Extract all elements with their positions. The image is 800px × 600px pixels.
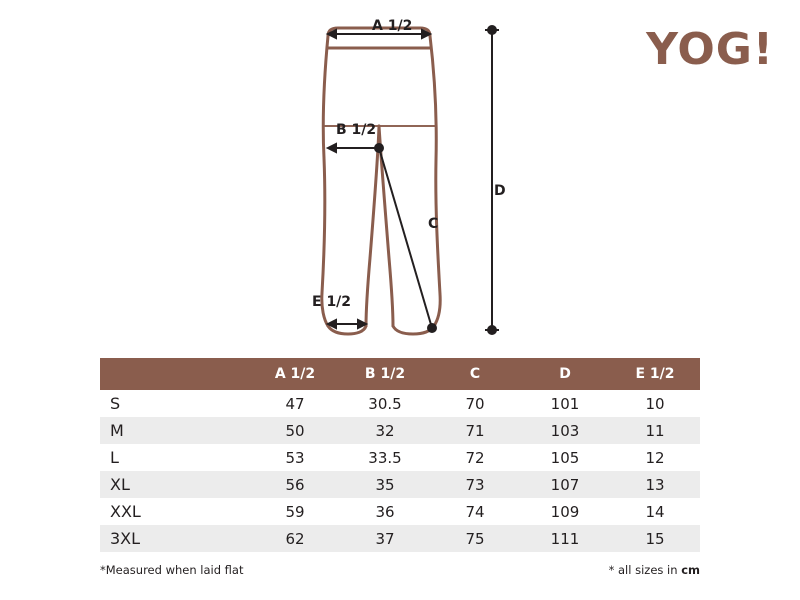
cell-a: 62 — [250, 525, 340, 552]
cell-b: 32 — [340, 417, 430, 444]
cell-d: 109 — [520, 498, 610, 525]
column-header-size — [100, 358, 250, 390]
row-size-label: XL — [100, 471, 250, 498]
cell-c: 72 — [430, 444, 520, 471]
cell-b: 30.5 — [340, 390, 430, 417]
cell-e: 14 — [610, 498, 700, 525]
cell-a: 47 — [250, 390, 340, 417]
cell-e: 15 — [610, 525, 700, 552]
footnote-units-prefix: * all sizes in — [608, 563, 682, 577]
size-table-wrap — [100, 358, 700, 552]
cell-b: 33.5 — [340, 444, 430, 471]
measure-label-d: D — [494, 183, 506, 199]
cell-d: 111 — [520, 525, 610, 552]
cell-b: 35 — [340, 471, 430, 498]
table-row — [100, 498, 700, 525]
measure-label-b: B 1/2 — [336, 122, 377, 138]
cell-d: 107 — [520, 471, 610, 498]
column-header-e: E 1/2 — [610, 358, 700, 390]
measure-label-a: A 1/2 — [372, 18, 413, 34]
cell-a: 53 — [250, 444, 340, 471]
cell-e: 12 — [610, 444, 700, 471]
cell-a: 59 — [250, 498, 340, 525]
footnotes — [100, 563, 700, 577]
measure-label-e: E 1/2 — [312, 294, 352, 310]
cell-a: 50 — [250, 417, 340, 444]
cell-c: 70 — [430, 390, 520, 417]
size-table-head — [100, 358, 700, 390]
cell-c: 74 — [430, 498, 520, 525]
size-table — [100, 358, 700, 552]
table-row — [100, 444, 700, 471]
column-header-a: A 1/2 — [250, 358, 340, 390]
table-row — [100, 525, 700, 552]
cell-b: 37 — [340, 525, 430, 552]
cell-e: 11 — [610, 417, 700, 444]
column-header-b: B 1/2 — [340, 358, 430, 390]
size-table-body — [100, 390, 700, 552]
cell-c: 75 — [430, 525, 520, 552]
row-size-label: L — [100, 444, 250, 471]
cell-c: 71 — [430, 417, 520, 444]
footnote-measured: *Measured when laid flat — [100, 563, 244, 577]
table-row — [100, 471, 700, 498]
table-header-row — [100, 358, 700, 390]
cell-e: 13 — [610, 471, 700, 498]
row-size-label: M — [100, 417, 250, 444]
cell-a: 56 — [250, 471, 340, 498]
row-size-label: 3XL — [100, 525, 250, 552]
row-size-label: S — [100, 390, 250, 417]
cell-c: 73 — [430, 471, 520, 498]
measure-label-c: C — [428, 216, 439, 232]
cell-e: 10 — [610, 390, 700, 417]
column-header-c: C — [430, 358, 520, 390]
cell-d: 101 — [520, 390, 610, 417]
table-row — [100, 390, 700, 417]
row-size-label: XXL — [100, 498, 250, 525]
footnote-units-value: cm — [681, 563, 700, 577]
brand-logo: YOG! — [646, 24, 774, 75]
cell-d: 105 — [520, 444, 610, 471]
footnote-units — [609, 563, 700, 577]
cell-d: 103 — [520, 417, 610, 444]
column-header-d: D — [520, 358, 610, 390]
cell-b: 36 — [340, 498, 430, 525]
table-row — [100, 417, 700, 444]
